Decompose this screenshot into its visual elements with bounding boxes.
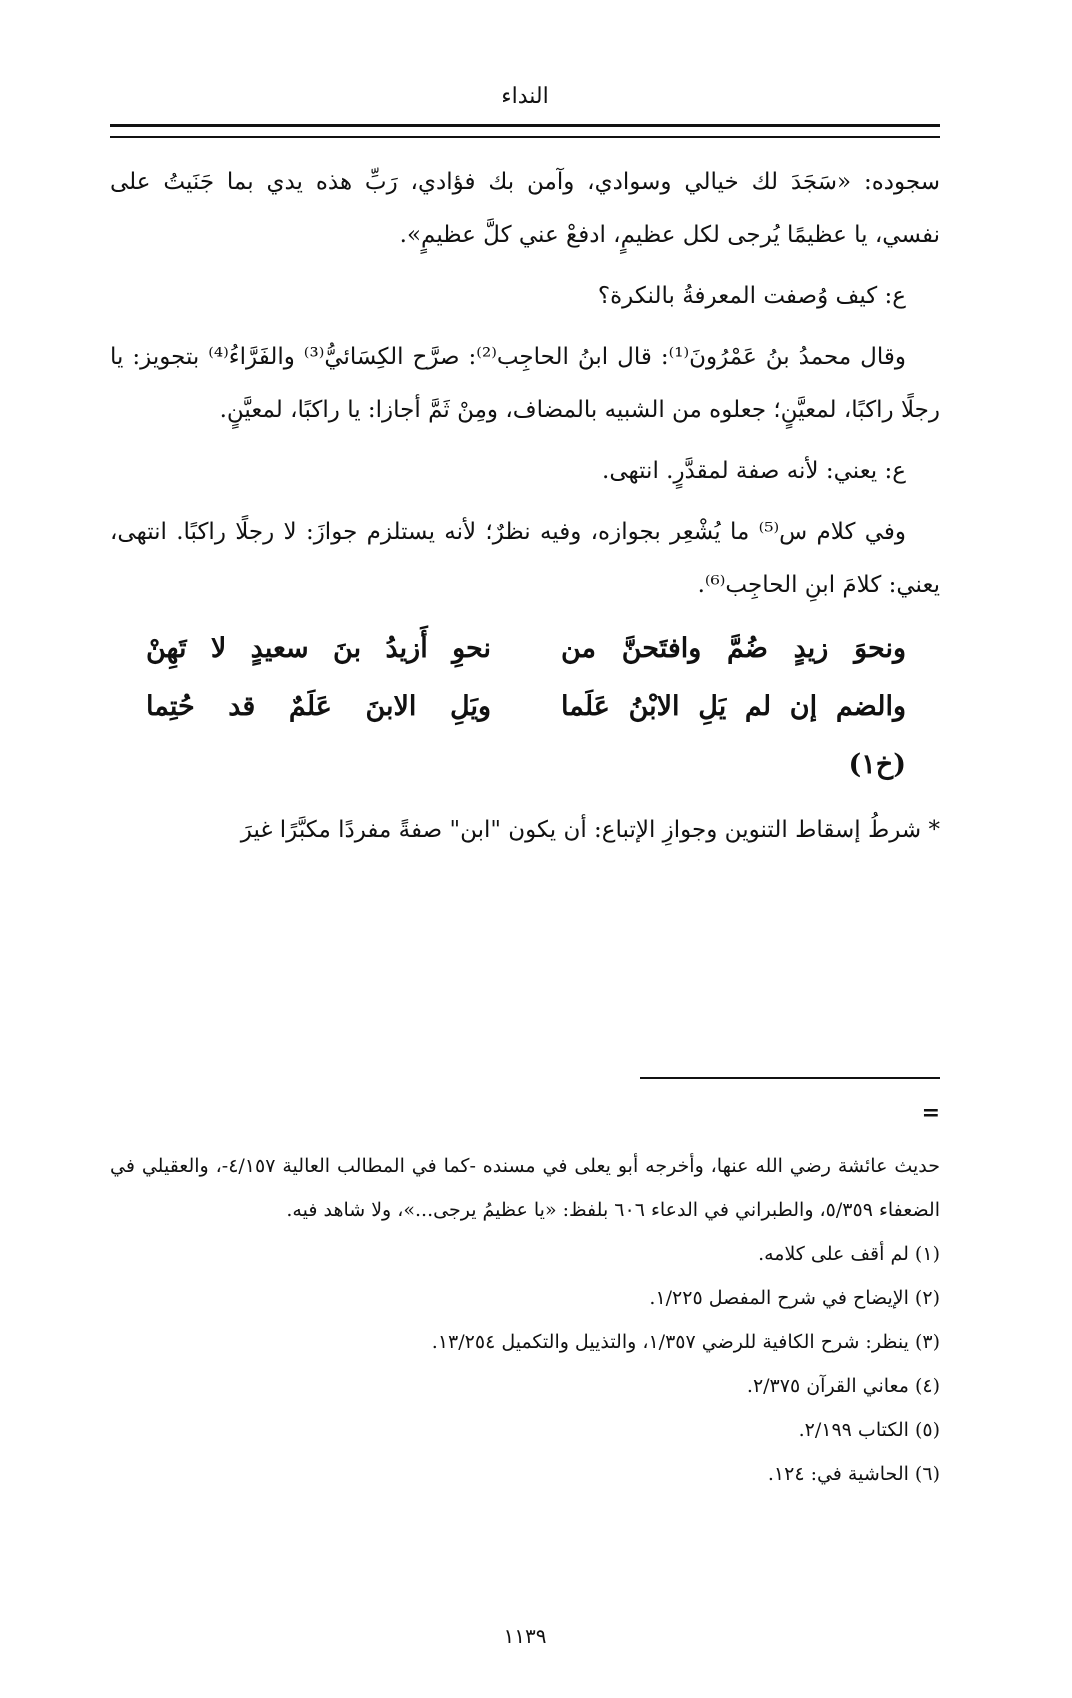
footnote-4: (٤) معاني القرآن ٢/٣٧٥.	[746, 1375, 940, 1397]
paragraph-4: ع: يعني: لأنه صفة لمقدَّرٍ. انتهى.	[602, 458, 906, 484]
verse-2-second-hemistich: ويَلِ الابنَ عَلَمٌ قد حُتِما	[146, 691, 491, 722]
header-rule-thin	[110, 136, 940, 138]
verse-1-first-hemistich: ونحوَ زيدٍ ضُمَّ وافتَحنَّ من	[561, 633, 906, 664]
footnote-continued-text: حديث عائشة رضي الله عنها، وأخرجه أبو يعلى في مسنده -كما في المطالب العالية ٤/١٥٧-، والعقيلي في الضعفاء ٥/٣٥٩، والطبراني في الدعاء ٦٠٦ بلفظ: «يا عظيمُ يرجى...»، ولا شاهد فيه.	[110, 1155, 940, 1221]
footnote-3: (٣) ينظر: شرح الكافية للرضي ١/٣٥٧، والتذييل والتكميل ١٣/٢٥٤.	[431, 1331, 940, 1353]
header-rule-thick	[110, 124, 940, 127]
book-page	[110, 0, 940, 1698]
paragraph-6: * شرطُ إسقاط التنوين وجوازِ الإتباع: أن يكون "ابن" صفةً مفردًا مكبَّرًا غيرَ	[240, 817, 940, 843]
running-header: النداء	[501, 84, 549, 109]
page-number: ١١٣٩	[503, 1624, 547, 1648]
footnote-separator	[640, 1077, 940, 1079]
verse-1-second-hemistich: نحوِ أَزيدُ بنَ سعيدٍ لا تَهِنْ	[146, 633, 491, 664]
verse-source-label: (خ١)	[848, 749, 906, 780]
footnote-5: (٥) الكتاب ٢/١٩٩.	[798, 1419, 940, 1441]
paragraph-2: ع: كيف وُصفت المعرفةُ بالنكرة؟	[597, 283, 906, 309]
paragraph-5: وفي كلام س⁽⁵⁾ ما يُشْعِر بجوازه، وفيه نظرٌ؛ لأنه يستلزم جوازَ: لا رجلًا راكبًا. انتهى، يعني: كلامَ ابنِ الحاجِب⁽⁶⁾.	[110, 519, 940, 598]
verse-2-first-hemistich: والضم إن لم يَلِ الابْنُ عَلَما	[561, 691, 906, 722]
verse-line-2	[146, 678, 906, 736]
main-text	[110, 156, 940, 865]
footnote-1: (١) لم أقف على كلامه.	[758, 1243, 940, 1265]
paragraph-1: سجوده: «سَجَدَ لك خيالي وسوادي، وآمن بك فؤادي، رَبِّ هذه يدي بما جَنَيتُ على نفسي، يا عظيمًا يُرجى لكل عظيمٍ، ادفعْ عني كلَّ عظيمٍ».	[110, 169, 940, 248]
footnote-2: (٢) الإيضاح في شرح المفصل ١/٢٢٥.	[649, 1287, 940, 1309]
verse-line-1	[146, 620, 906, 678]
footnote-continuation-mark: =	[921, 1100, 940, 1126]
footnote-6: (٦) الحاشية في: ١٢٤.	[767, 1463, 940, 1485]
footnotes	[110, 1144, 940, 1496]
paragraph-3: وقال محمدُ بنُ عَمْرُونَ⁽¹⁾: قال ابنُ الحاجِب⁽²⁾: صرَّح الكِسَائيُّ⁽³⁾ والفَرَّاءُ⁽⁴⁾ بتجويز: يا رجلًا راكبًا، لمعيَّنٍ؛ جعلوه من الشبيه بالمضاف، ومِنْ ثَمَّ أجازا: يا راكبًا، لمعيَّنٍ.	[110, 344, 940, 423]
poetry-verse	[146, 620, 906, 736]
